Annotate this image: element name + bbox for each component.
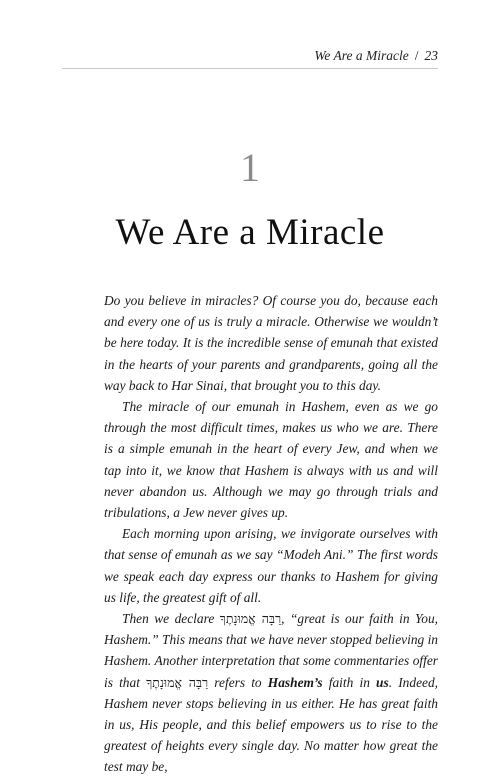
paragraph-4-text-5: . Indeed, Hashem never stops believing in us either. He has great faith in us, His people, and this belief empowers us to rise to the greatest of heights every single day. No matter how great the test may be, [104,674,439,775]
running-head-title: We Are a Miracle [314,48,409,63]
page-number: 23 [424,48,438,63]
paragraph-3: Each morning upon arising, we invigorate ourselves with that sense of emunah as we say “Modeh Ani.” The first words we speak each day express our thanks to Hashem for giving us life, the greatest gift of all. [104,526,438,605]
paragraph-2: The miracle of our emunah in Hashem, even as we go through the most difficult times, makes us who we are. There is a simple emunah in the heart of every Jew, and when we tap into it, we know that Hashem is always with us and will never abandon us. Although we may go through trials and tribulations, a Jew never gives up. [104,399,438,521]
chapter-title: We Are a Miracle [115,212,385,253]
body-text [104,290,438,778]
paragraph-4-text-3: refers to [208,674,268,690]
header-rule [62,68,438,69]
paragraph-4-text-1: Then we declare [122,611,220,627]
paragraph-1: Do you believe in miracles? Of course you do, because each and every one of us is truly a miracle. Otherwise we wouldn’t be here today. It is the incredible sense of emunah that existed in the hearts of your parents and grandparents, going all the way back to Har Sinai, that brought you to this day. [104,293,438,393]
emphasis-hashems: Hashem’s [267,674,323,690]
paragraph-4-text-2: , “great is our faith in You, Hashem.” This means that we have never stopped believing in Hashem. Another interpretation that some commentaries offer is that [104,611,439,690]
emphasis-us: us [376,674,389,690]
running-head-separator: / [414,48,419,63]
chapter-number: 1 [240,145,260,190]
running-head [314,48,438,64]
paragraph-4 [104,608,438,778]
hebrew-phrase-1: רַבָּה אֱמוּנָתֶךָ [219,611,282,627]
paragraph-4-text-4: faith in [322,674,377,690]
hebrew-phrase-2: רַבָּה אֱמוּנָתֶךָ [146,674,209,690]
